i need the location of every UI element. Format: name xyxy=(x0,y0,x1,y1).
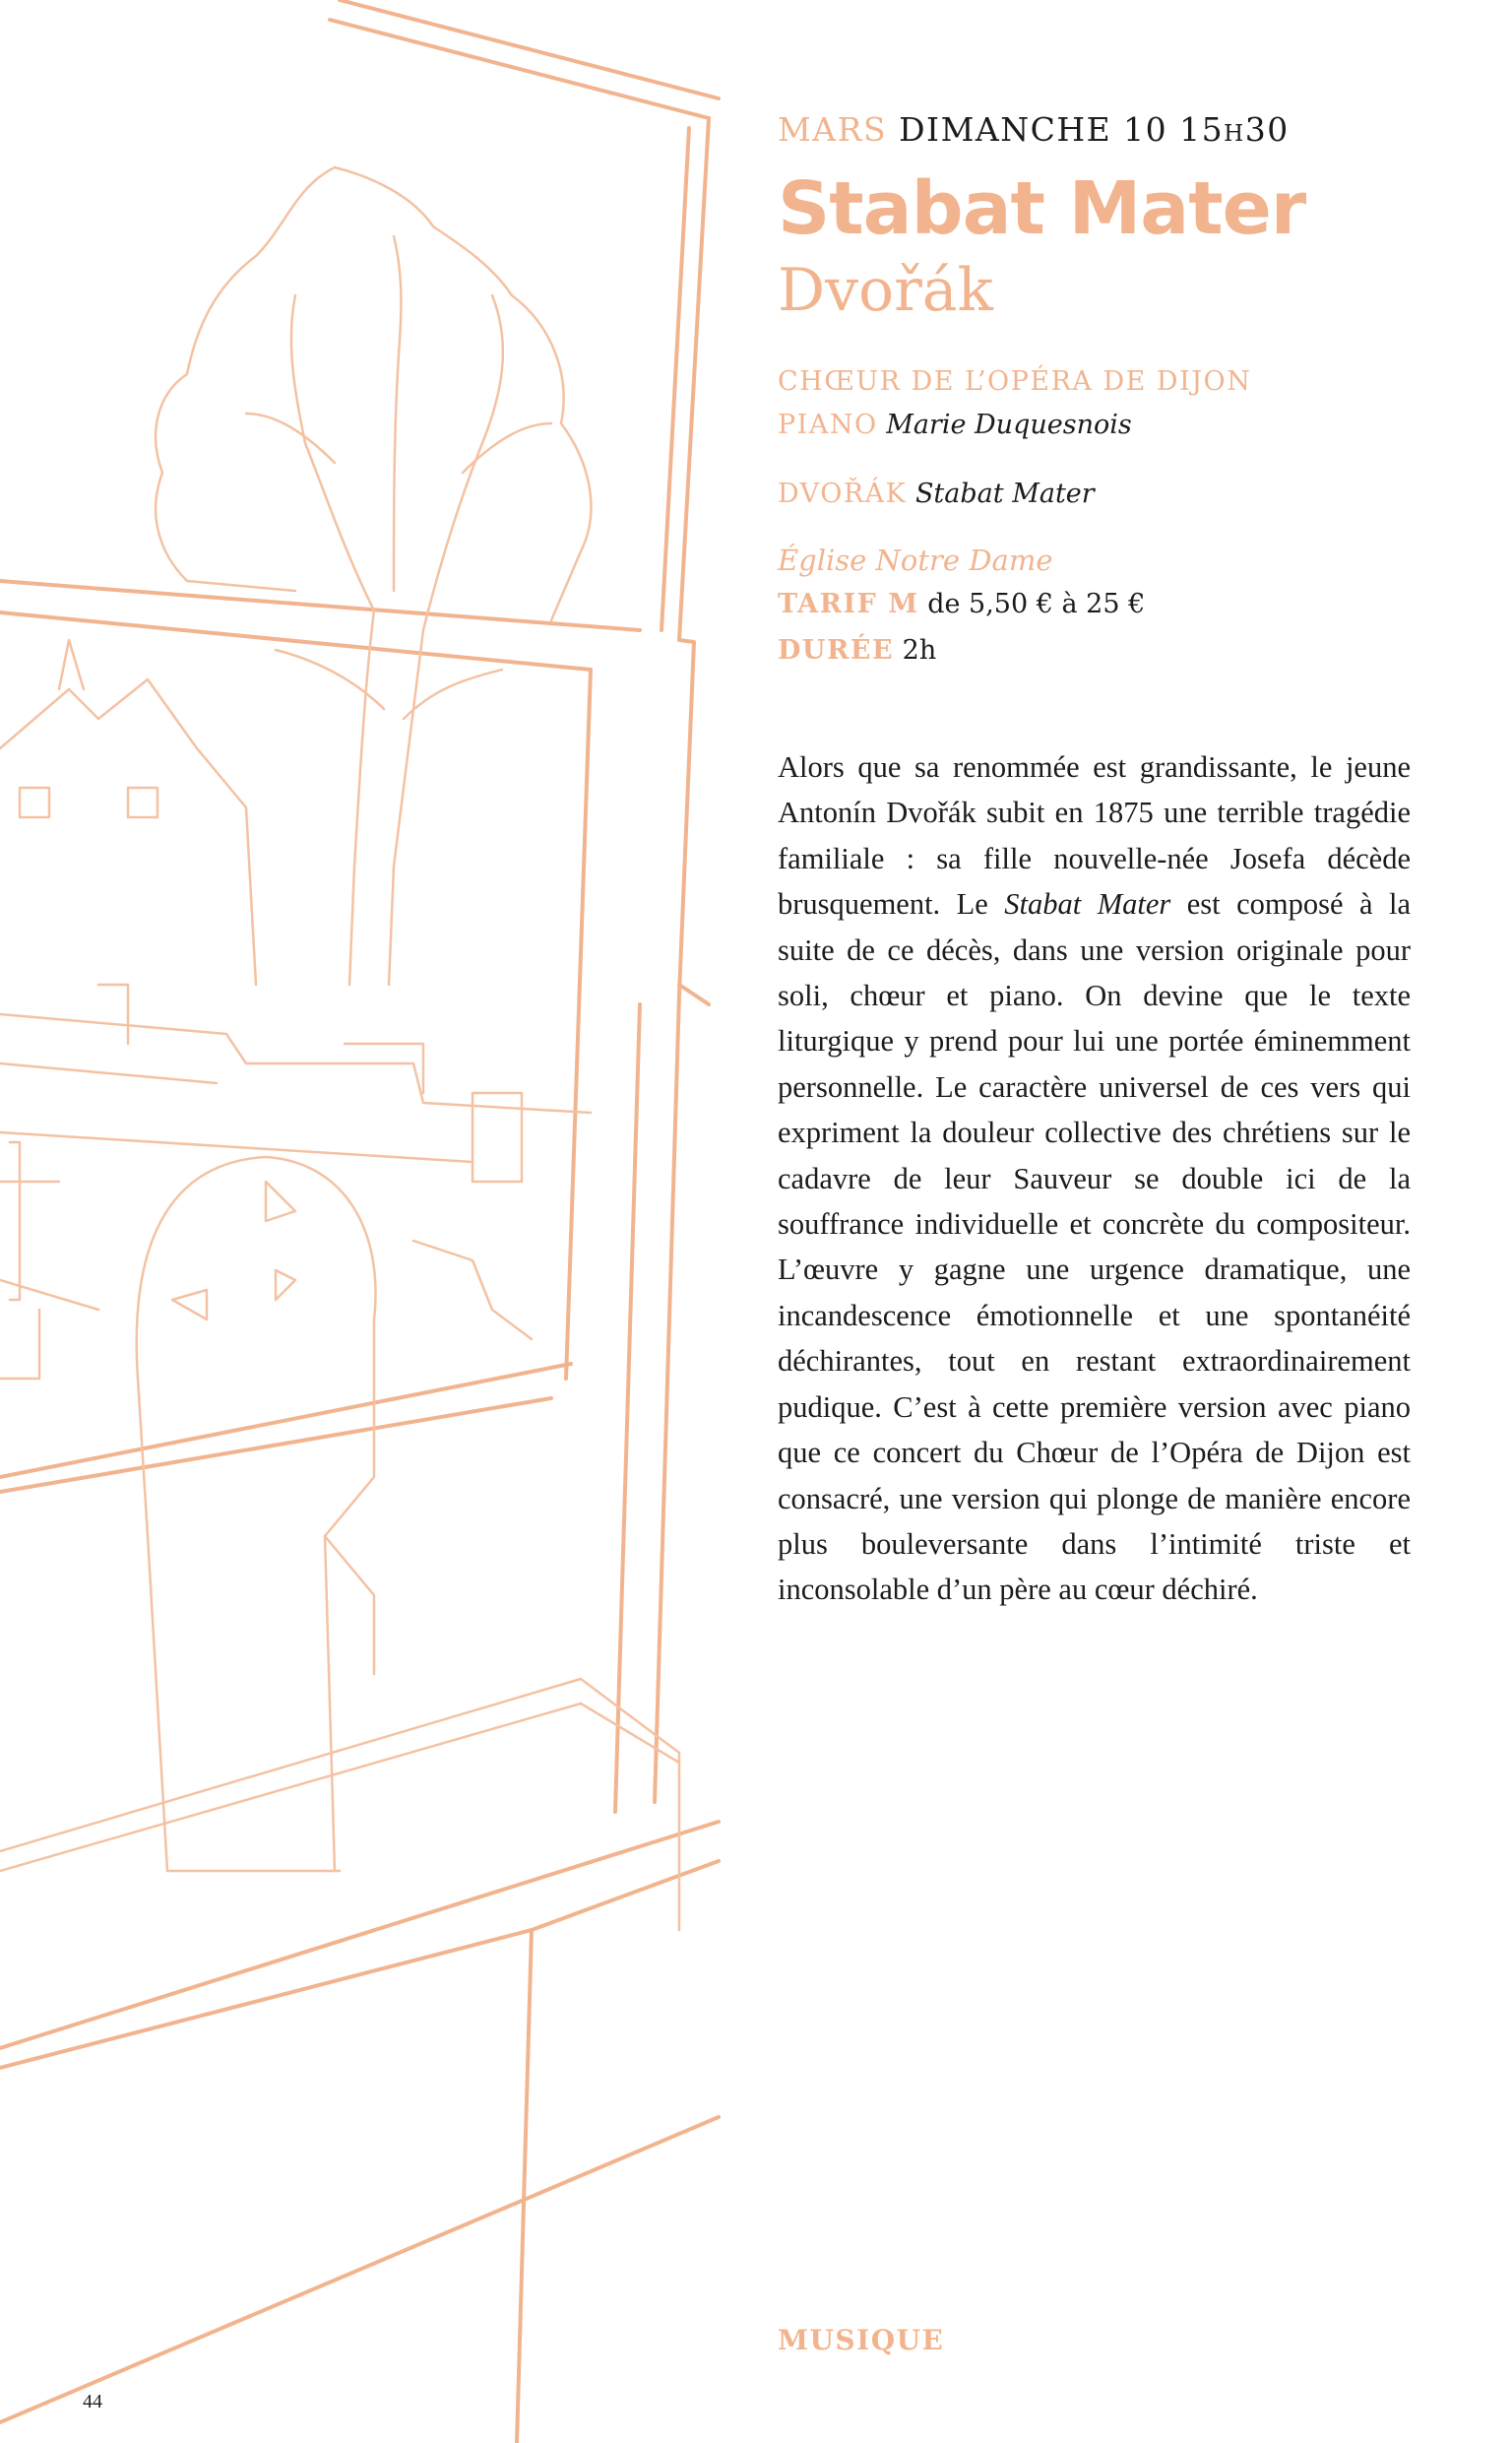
choir-name: CHŒUR DE L’OPÉRA DE DIJON xyxy=(778,366,1252,397)
duree-label: DURÉE xyxy=(778,635,895,666)
piano-name: Marie Duquesnois xyxy=(886,410,1132,440)
description-part-2: est composé à la suite de ce décès, dans une version originale pour soli, chœur et piano. On devine que le texte liturgique y prend pour lui une portée éminemment personnelle. Le caractère universel de ces vers qui expriment la douleur collective des chrétiens sur le cadavre de leur Sauveur se double ici de la souffrance individuelle et concrète du compositeur. L’œuvre y gagne une urgence dramatique, une incandescence émotionnelle et une spontanéité déchirantes, tout en restant extraordinairement pudique. C’est à cette première version avec piano que ce concert du Chœur de l’Opéra de Dijon est consacré, une version qui plonge de manière encore plus bouleversante dans l’intimité triste et inconsolable d’un père au cœur déchiré. xyxy=(778,887,1411,1607)
tarif-label: TARIF M xyxy=(778,589,919,619)
program-work: Stabat Mater xyxy=(914,479,1095,509)
credit-piano xyxy=(778,410,1413,441)
description-work-title: Stabat Mater xyxy=(1004,887,1171,922)
event-composer: Dvořák xyxy=(778,256,993,325)
event-day-time: DIMANCHE 10 15h30 xyxy=(899,110,1290,149)
event-venue: Église Notre Dame xyxy=(778,544,1053,577)
category-label: MUSIQUE xyxy=(778,2324,945,2356)
window-illustration xyxy=(0,0,728,2443)
credit-choir xyxy=(778,366,1413,398)
program-composer: DVOŘÁK xyxy=(778,479,908,509)
event-date-line xyxy=(778,110,1413,149)
page-number: 44 xyxy=(83,2391,102,2412)
gravestone-drawing xyxy=(0,1142,532,1871)
description-paragraph xyxy=(778,744,1411,1613)
window-frame xyxy=(0,0,719,2443)
planter-drawing xyxy=(0,1679,679,1930)
event-title: Stabat Mater xyxy=(778,166,1306,251)
piano-label: PIANO xyxy=(778,410,878,440)
description-part-1: Alors que sa renommée est grandissante, le jeune Antonín Dvořák subit en 1875 une terrible tragédie familiale : sa fille nouvelle-née Josefa décède brusquement. Le xyxy=(778,750,1411,922)
duree-value: 2h xyxy=(902,635,937,666)
tarif-value: de 5,50 € à 25 € xyxy=(927,589,1146,619)
tree-drawing xyxy=(156,167,591,985)
house-drawing xyxy=(0,640,591,1182)
credit-tarif xyxy=(778,589,1413,620)
credit-program xyxy=(778,479,1413,510)
event-month: MARS xyxy=(778,110,888,149)
credit-duree xyxy=(778,635,1413,667)
